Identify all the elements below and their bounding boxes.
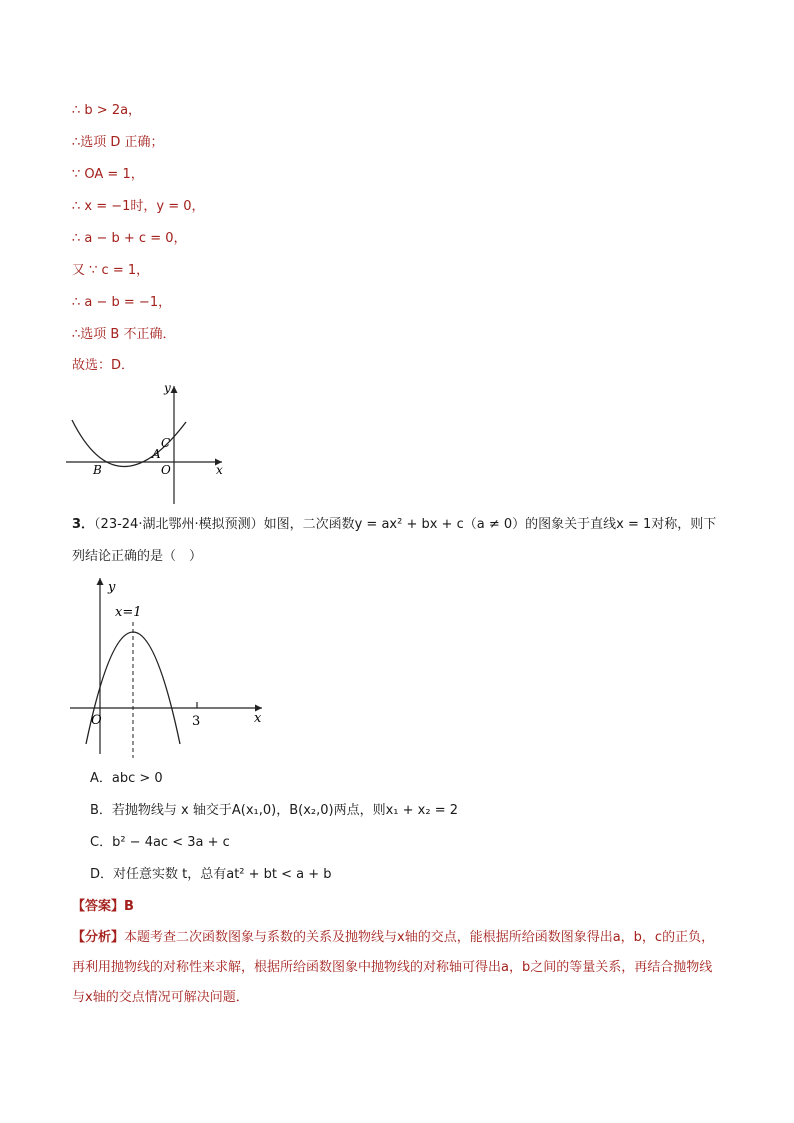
question-3-line-1 (72, 516, 716, 534)
solution-line-5: ∴ a − b + c = 0， (72, 231, 187, 246)
answer-value: B (124, 899, 134, 914)
fig2-label-O: O (91, 713, 102, 728)
solution-line-7: ∴ a − b = −1， (72, 295, 172, 310)
option-a: A．abc > 0 (90, 771, 163, 786)
question-stem-2: 列结论正确的是（ ） (72, 549, 203, 564)
solution-line-3: ∵ OA = 1， (72, 167, 144, 182)
solution-conclusion: 故选：D． (72, 358, 135, 373)
solution-line-4: ∴ x = −1时，y = 0， (72, 199, 205, 214)
solution-line-2: ∴选项 D 正确； (72, 135, 164, 150)
question-source: （23-24·湖北鄂州·模拟预测） (94, 517, 264, 532)
answer-tag: 【答案】 (72, 899, 125, 914)
option-c: C．b² − 4ac < 3a + c (90, 835, 230, 850)
figure-2-parabola (66, 572, 276, 762)
analysis-paragraph (72, 923, 722, 1013)
solution-line-8: ∴选项 B 不正确． (72, 327, 176, 342)
fig1-label-x: x (216, 463, 223, 477)
solution-line-6: 又 ∵ c = 1， (72, 263, 150, 278)
fig1-label-C: C (161, 436, 171, 450)
solution-line-1: ∴ b > 2a， (72, 103, 142, 118)
fig2-y-arrow (97, 578, 104, 585)
fig2-label-x1: x=1 (115, 605, 142, 620)
question-stem-1: 如图，二次函数y = ax² + bx + c（a ≠ 0）的图象关于直线x = 1对称，则下 (263, 517, 717, 532)
answer-line (72, 898, 134, 916)
fig1-label-B: B (93, 463, 102, 477)
fig2-label-y: y (108, 580, 116, 595)
fig2-label-x: x (254, 711, 262, 726)
fig1-label-O: O (161, 463, 171, 477)
fig2-label-3: 3 (192, 714, 201, 729)
analysis-tag: 【分析】 (72, 930, 125, 945)
analysis-text: 本题考查二次函数图象与系数的关系及抛物线与x轴的交点，能根据所给函数图象得出a，b，c的正负，再利用抛物线的对称性来求解，根据所给函数图象中抛物线的对称轴可得出a，b之间的等量关系，再结合抛物线与x轴的交点情况可解决问题． (72, 930, 715, 1005)
option-b: B．若抛物线与 x 轴交于A(x₁,0)，B(x₂,0)两点，则x₁ + x₂ = 2 (90, 803, 458, 818)
fig1-label-y: y (164, 381, 171, 395)
figure-1-parabola (66, 378, 236, 508)
question-number: 3． (72, 517, 95, 532)
fig1-y-arrow (171, 386, 178, 393)
fig1-label-A: A (152, 447, 161, 461)
option-d: D．对任意实数 t，总有at² + bt < a + b (90, 867, 332, 882)
